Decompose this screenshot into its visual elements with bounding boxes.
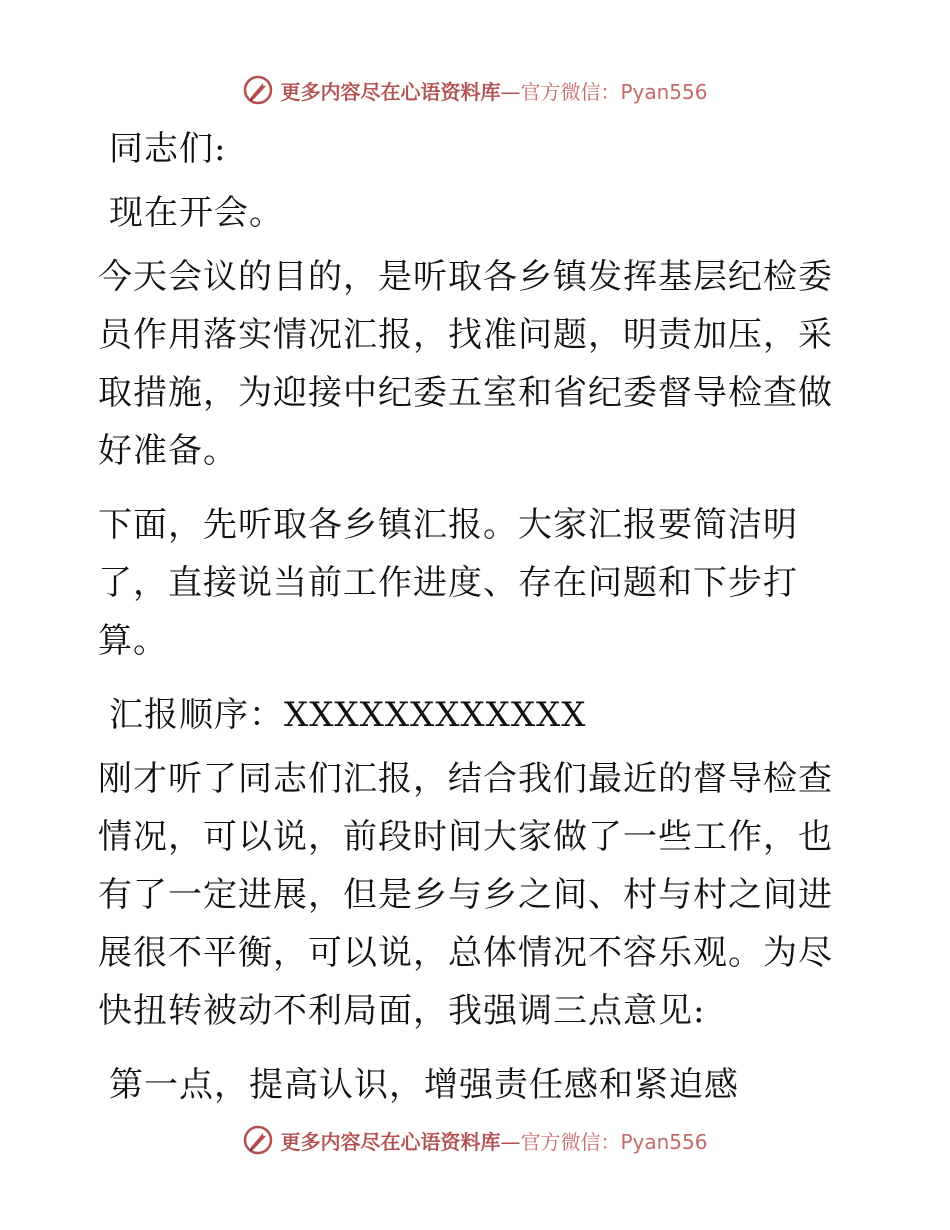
paragraph-point-one: 第一点，提高认识，增强责任感和紧迫感 xyxy=(109,1065,739,1105)
footer-wechat: 官方微信：Pyan556 xyxy=(520,1129,708,1154)
document-body xyxy=(98,120,858,1130)
paragraph-instructions: 下面，先听取各乡镇汇报。大家汇报要简洁明了，直接说当前工作进度、存在问题和下步打算。 xyxy=(98,505,798,661)
header-watermark-text xyxy=(280,76,707,105)
paragraph-summary: 刚才听了同志们汇报，结合我们最近的督导检查情况，可以说，前段时间大家做了一些工作，也有了一定进展，但是乡与乡之间、村与村之间进展很不平衡，可以说，总体情况不容乐观。为尽快扭转被动不利局面，我强调三点意见: xyxy=(98,759,833,1031)
pen-logo-icon xyxy=(242,1124,274,1156)
header-watermark xyxy=(0,70,950,110)
header-separator: — xyxy=(500,79,521,104)
footer-separator: — xyxy=(500,1129,521,1154)
paragraph-opening: 现在开会。 xyxy=(109,193,284,233)
paragraph-report-order: 汇报顺序：XXXXXXXXXXXX xyxy=(109,695,587,735)
paragraph-greeting: 同志们: xyxy=(109,129,227,169)
footer-watermark xyxy=(0,1120,950,1160)
footer-watermark-text xyxy=(280,1126,707,1155)
pen-logo-icon xyxy=(242,74,274,106)
header-site-name: 更多内容尽在心语资料库 xyxy=(280,79,501,104)
paragraph-purpose: 今天会议的目的，是听取各乡镇发挥基层纪检委员作用落实情况汇报，找准问题，明责加压，采取措施，为迎接中纪委五室和省纪委督导检查做好准备。 xyxy=(98,257,833,471)
footer-site-name: 更多内容尽在心语资料库 xyxy=(280,1129,501,1154)
header-wechat: 官方微信：Pyan556 xyxy=(520,79,708,104)
